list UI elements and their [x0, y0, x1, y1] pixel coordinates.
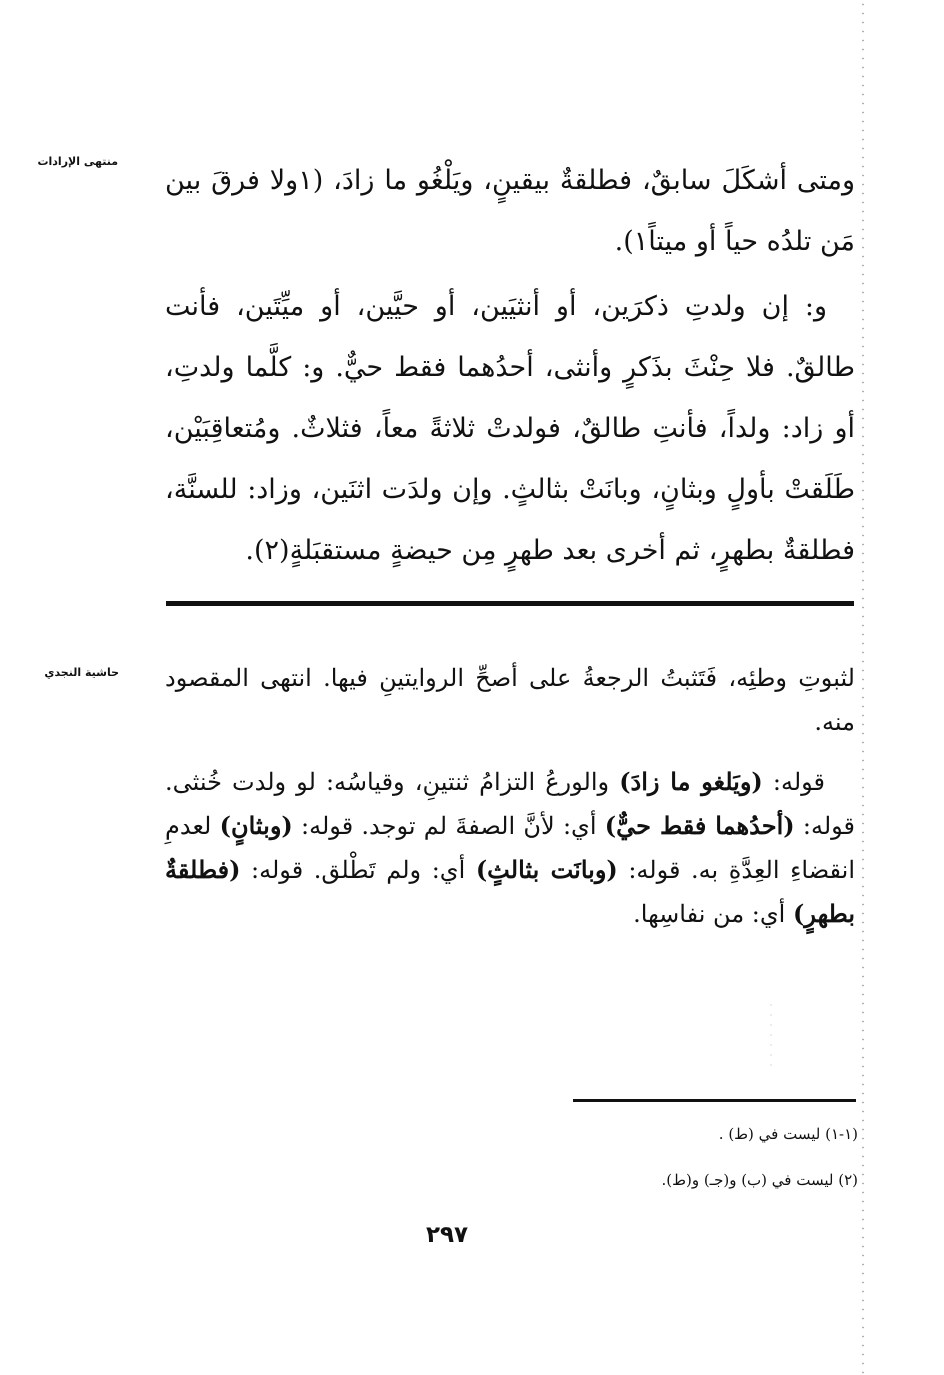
- hashiya-text-run: أي: من نفاسِها.: [633, 900, 793, 928]
- hashiya-paragraph-1: لثبوتِ وطئِه، فَتَثبتُ الرجعةُ على أصحِّ الروايتينِ فيها. انتهى المقصود منه.: [165, 664, 855, 736]
- hashiya-text-run: لعدمِ انقضاءِ العِدَّةِ به. قوله:: [165, 812, 855, 884]
- main-text: [165, 150, 855, 581]
- quoted-phrase: (ويَلغو ما زادَ): [619, 767, 763, 796]
- quoted-phrase: (فطلقةٌ بطهرٍ): [165, 855, 855, 928]
- gutter-label-muntaha: منتهى الإرادات: [37, 155, 118, 168]
- scan-noise-dots: [770, 1000, 772, 1070]
- page-number: ٢٩٧: [425, 1222, 469, 1248]
- hashiya-paragraph-2: [165, 760, 855, 936]
- hashiya-text-run: أي: لأنَّ الصفةَ لم توجد. قوله:: [292, 812, 605, 840]
- hashiya-text: [165, 656, 855, 936]
- scan-edge-dots: [862, 0, 864, 1375]
- quoted-phrase: (أحدُهما فقط حيٌّ): [604, 811, 795, 840]
- hashiya-text-run: والورعُ التزامُ ثنتينِ، وقياسُه: لو ولدت خُنثى. قوله:: [165, 768, 856, 840]
- hashiya-text-run: قوله:: [762, 768, 825, 796]
- quoted-phrase: (وبثانٍ): [219, 811, 293, 840]
- main-paragraph-2: و: إن ولدتِ ذكرَين، أو أنثيَين، أو حيَّين، أو ميِّتَين، فأنت طالقٌ. فلا حِنْثَ بذَكرٍ وأنثى، أحدُهما فقط حيٌّ. و: كلَّما ولدتِ، أو زاد: ولداً، فأنتِ طالقٌ، فولدتْ ثلاثةً معاً، فثلاثٌ. ومُتعاقِبَيْن، طَلَقتْ بأولٍ وبثانٍ، وبانَتْ بثالثٍ. وإن ولدَت اثنَين، وزاد: للسنَّة، فطلقةٌ بطهرٍ، ثم أخرى بعد طهرٍ مِن حيضةٍ مستقبَلةٍ(٢).: [165, 291, 855, 566]
- footnote-divider-rule: [573, 1099, 856, 1102]
- main-divider-rule: [166, 601, 854, 606]
- footnote-1: (١-١) ليست في (ط) .: [718, 1125, 858, 1143]
- quoted-phrase: (وبانَت بثالثٍ): [475, 855, 618, 884]
- gutter-label-hashiya: حاشية النجدي: [44, 666, 119, 679]
- footnote-2: (٢) ليست في (ب) و(جـ) و(ط).: [661, 1171, 858, 1189]
- hashiya-text-run: أي: ولم تَطْلق. قوله:: [240, 856, 476, 884]
- main-paragraph-1: ومتى أشكَلَ سابقٌ، فطلقةٌ بيقينٍ، ويَلْغُو ما زادَ، (١ولا فرقَ بين مَن تلدُه حياً أو ميتاً١).: [165, 165, 855, 257]
